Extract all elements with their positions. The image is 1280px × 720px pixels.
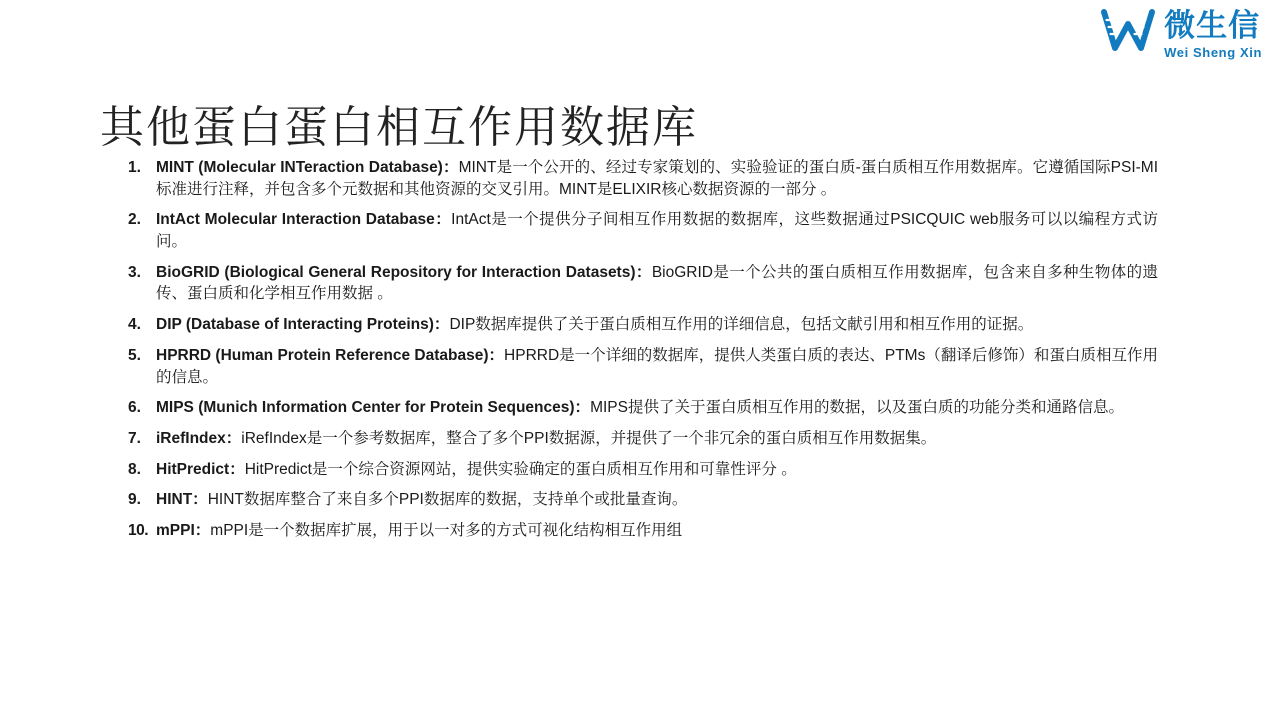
database-list-container	[128, 157, 1158, 551]
separator: ：	[225, 429, 242, 447]
separator: ：	[434, 211, 452, 229]
brand-text	[1164, 8, 1262, 60]
database-description: HINT数据库整合了来自多个PPI数据库的数据，支持单个或批量查询。	[207, 491, 688, 509]
separator: ：	[442, 159, 459, 176]
database-description: HPRRD是一个详细的数据库，提供人类蛋白质的表达、PTMs（翻译后修饰）和蛋白质相互作用的信息。	[156, 346, 1158, 386]
separator: ：	[229, 460, 245, 478]
database-name: HitPredict	[156, 460, 230, 478]
list-item	[128, 397, 1158, 419]
database-name: DIP (Database of Interacting Proteins)	[156, 316, 434, 334]
separator: ：	[635, 263, 652, 281]
brand-name-cn: 微生信	[1164, 8, 1261, 43]
database-description: iRefIndex是一个参考数据库，整合了多个PPI数据源，并提供了一个非冗余的蛋白质相互作用数据集。	[241, 429, 937, 447]
database-description: IntAct是一个提供分子间相互作用数据的数据库，这些数据通过PSICQUIC web服务可以以编程方式访问。	[156, 211, 1158, 251]
database-name: mPPI	[156, 521, 195, 539]
database-name: MIPS (Munich Information Center for Protein Sequences)	[156, 399, 575, 417]
separator: ：	[192, 491, 208, 509]
list-item	[128, 157, 1158, 200]
list-item	[128, 345, 1158, 388]
database-description: HitPredict是一个综合资源网站，提供实验确定的蛋白质相互作用和可靠性评分 。	[244, 460, 797, 478]
database-name: HINT	[156, 491, 193, 509]
list-item	[128, 209, 1158, 252]
database-name: iRefIndex	[156, 429, 226, 447]
database-list	[128, 157, 1158, 542]
list-item	[128, 520, 1158, 542]
database-description: mPPI是一个数据库扩展，用于以一对多的方式可视化结构相互作用组	[210, 521, 683, 539]
list-item	[128, 459, 1158, 481]
brand-name-en: Wei Sheng Xin	[1164, 44, 1262, 60]
brand-logo	[1100, 8, 1262, 60]
separator: ：	[488, 346, 505, 364]
dna-w-logo-icon	[1100, 8, 1156, 54]
list-item	[128, 489, 1158, 511]
separator: ：	[574, 399, 591, 417]
database-name: IntAct Molecular Interaction Database	[156, 211, 435, 229]
database-description: MIPS提供了关于蛋白质相互作用的数据，以及蛋白质的功能分类和通路信息。	[590, 399, 1124, 417]
page-title: 其他蛋白蛋白相互作用数据库	[100, 103, 698, 153]
separator: ：	[194, 521, 211, 539]
list-item	[128, 428, 1158, 450]
database-description: DIP数据库提供了关于蛋白质相互作用的详细信息，包括文献引用和相互作用的证据。	[449, 316, 1034, 334]
list-item	[128, 314, 1158, 336]
database-description: MINT是一个公开的、经过专家策划的、实验验证的蛋白质-蛋白质相互作用数据库。它遵循国际PSI-MI标准进行注释，并包含多个元数据和其他资源的交叉引用。MINT是ELIXIR核心数据资源的一部分 。	[156, 159, 1158, 198]
list-item	[128, 262, 1158, 305]
database-name: BioGRID (Biological General Repository for Interaction Datasets)	[156, 263, 636, 281]
database-name: MINT (Molecular INTeraction Database)	[156, 159, 443, 176]
separator: ：	[433, 316, 450, 334]
database-name: HPRRD (Human Protein Reference Database)	[156, 346, 489, 364]
database-description: BioGRID是一个公共的蛋白质相互作用数据库，包含来自多种生物体的遗传、蛋白质和化学相互作用数据 。	[156, 263, 1159, 303]
